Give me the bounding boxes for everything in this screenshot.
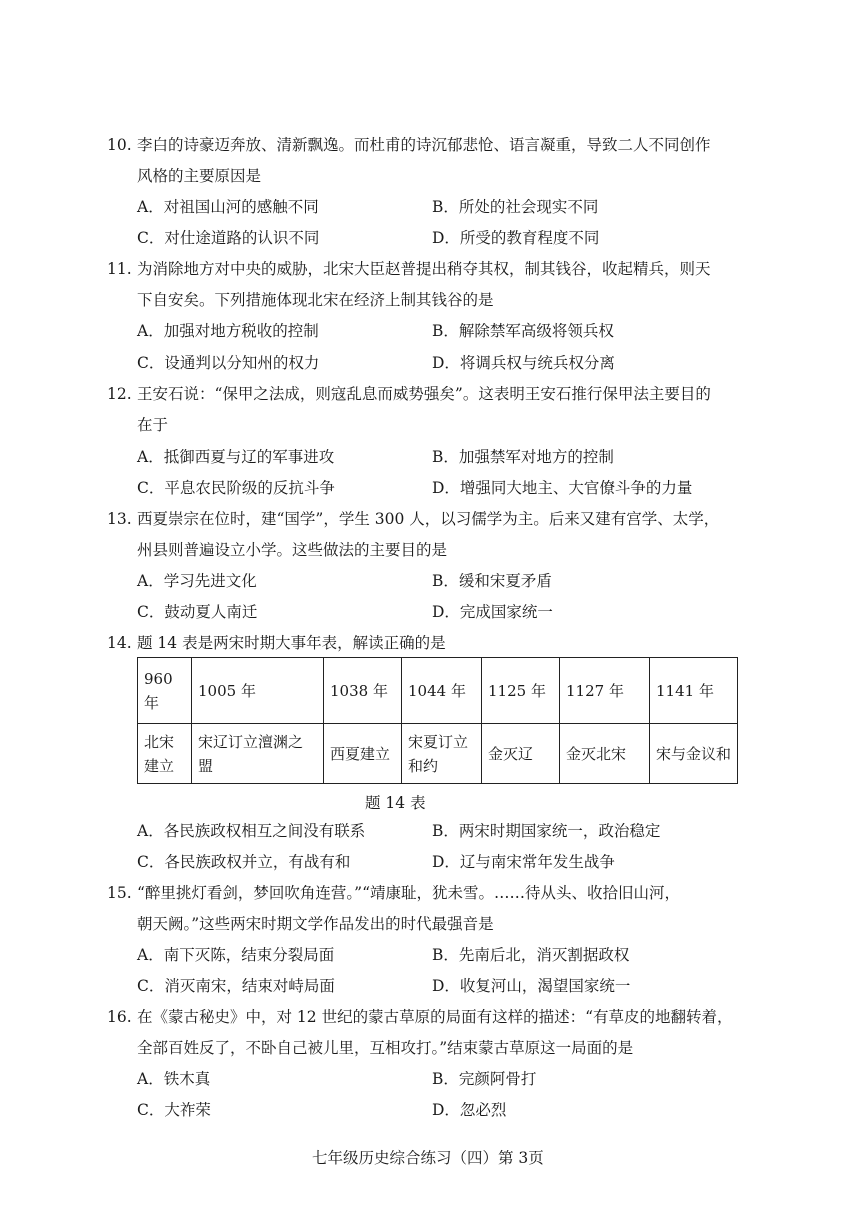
- table-cell-event: 金灭北宋: [560, 724, 650, 784]
- q16-option-c: C．大祚荣: [137, 1101, 211, 1119]
- q12-option-b: B．加强禁军对地方的控制: [432, 448, 614, 466]
- table-cell-event: 北宋建立: [138, 724, 192, 784]
- q10-option-c: C．对仕途道路的认识不同: [137, 229, 320, 247]
- q14-option-a: A．各民族政权相互之间没有联系: [137, 822, 366, 840]
- q15-number: 15.: [107, 884, 132, 902]
- events-table: [137, 657, 738, 784]
- q13-option-b: B．缓和宋夏矛盾: [432, 572, 552, 590]
- q10-option-d: D．所受的教育程度不同: [432, 229, 600, 247]
- q11-option-a: A．加强对地方税收的控制: [137, 322, 319, 340]
- q15-option-c: C．消灭南宋，结束对峙局面: [137, 977, 335, 995]
- q13-option-c: C．鼓动夏人南迁: [137, 603, 258, 621]
- q13-stem-line1: 西夏崇宗在位时，建“国学”，学生 300 人，以习儒学为主。后来又建有宫学、太学，: [137, 510, 720, 528]
- q15-option-b: B．先南后北，消灭割据政权: [432, 946, 630, 964]
- table-row-years: [138, 658, 738, 724]
- q13-option-d: D．完成国家统一: [432, 603, 553, 621]
- page-footer: 七年级历史综合练习（四）第 3页: [312, 1149, 544, 1167]
- table-cell-year: 1005 年: [192, 658, 324, 724]
- table-cell-year: 1141 年: [650, 658, 738, 724]
- q16-option-d: D．忽必烈: [432, 1101, 507, 1119]
- q14-stem-line1: 题 14 表是两宋时期大事年表，解读正确的是: [137, 634, 446, 652]
- table-cell-event: 宋夏订立和约: [402, 724, 482, 784]
- q15-option-a: A．南下灭陈，结束分裂局面: [137, 946, 335, 964]
- table-row-events: [138, 724, 738, 784]
- q13-number: 13.: [107, 510, 132, 528]
- q16-stem-line2: 全部百姓反了，不卧自己被儿里，互相攻打。”结束蒙古草原这一局面的是: [137, 1039, 634, 1057]
- table-cell-year: 1038 年: [324, 658, 402, 724]
- table-cell-year: 1044 年: [402, 658, 482, 724]
- q14-option-c: C．各民族政权并立，有战有和: [137, 853, 351, 871]
- q10-option-a: A．对祖国山河的感触不同: [137, 198, 319, 216]
- q16-number: 16.: [107, 1008, 132, 1026]
- q10-stem-line2: 风格的主要原因是: [137, 167, 262, 185]
- q13-stem-line2: 州县则普遍设立小学。这些做法的主要目的是: [137, 541, 448, 559]
- table-cell-year: 1125 年: [482, 658, 560, 724]
- q12-number: 12.: [107, 385, 132, 403]
- q16-stem-line1: 在《蒙古秘史》中，对 12 世纪的蒙古草原的局面有这样的描述：“有草皮的地翻转着，: [137, 1008, 733, 1026]
- q16-option-a: A．铁木真: [137, 1070, 211, 1088]
- q12-option-a: A．抵御西夏与辽的军事进攻: [137, 448, 335, 466]
- table-cell-event: 金灭辽: [482, 724, 560, 784]
- q11-option-b: B．解除禁军高级将领兵权: [432, 322, 614, 340]
- q12-option-c: C．平息农民阶级的反抗斗争: [137, 479, 335, 497]
- q12-stem-line1: 王安石说：“保甲之法成，则寇乱息而威势强矣”。这表明王安石推行保甲法主要目的: [137, 385, 711, 403]
- q14-option-d: D．辽与南宋常年发生战争: [432, 853, 615, 871]
- table-caption: 题 14 表: [365, 794, 426, 812]
- q11-number: 11.: [107, 260, 132, 278]
- table-cell-event: 西夏建立: [324, 724, 402, 784]
- q11-option-d: D．将调兵权与统兵权分离: [432, 354, 615, 372]
- q10-option-b: B．所处的社会现实不同: [432, 198, 599, 216]
- q11-option-c: C．设通判以分知州的权力: [137, 354, 320, 372]
- table-cell-event: 宋辽订立澶渊之盟: [192, 724, 324, 784]
- q10-number: 10.: [107, 136, 132, 154]
- q15-stem-line1: “醉里挑灯看剑，梦回吹角连营。”“靖康耻，犹未雪。……待从头、收拾旧山河，: [137, 884, 681, 902]
- q15-stem-line2: 朝天阙。”这些两宋时期文学作品发出的时代最强音是: [137, 915, 494, 933]
- q10-stem-line1: 李白的诗豪迈奔放、清新飘逸。而杜甫的诗沉郁悲怆、语言凝重，导致二人不同创作: [137, 136, 711, 154]
- q11-stem-line2: 下自安矣。下列措施体现北宋在经济上制其钱谷的是: [137, 291, 494, 309]
- table-cell-event: 宋与金议和: [650, 724, 738, 784]
- table-cell-year: 1127 年: [560, 658, 650, 724]
- q15-option-d: D．收复河山，渴望国家统一: [432, 977, 631, 995]
- q14-option-b: B．两宋时期国家统一，政治稳定: [432, 822, 661, 840]
- q13-option-a: A．学习先进文化: [137, 572, 257, 590]
- q12-option-d: D．增强同大地主、大官僚斗争的力量: [432, 479, 693, 497]
- q16-option-b: B．完颜阿骨打: [432, 1070, 537, 1088]
- q12-stem-line2: 在于: [137, 416, 169, 434]
- q14-number: 14.: [107, 634, 132, 652]
- q11-stem-line1: 为消除地方对中央的威胁，北宋大臣赵普提出稍夺其权，制其钱谷，收起精兵，则天: [137, 260, 711, 278]
- table-cell-year: 960年: [138, 658, 192, 724]
